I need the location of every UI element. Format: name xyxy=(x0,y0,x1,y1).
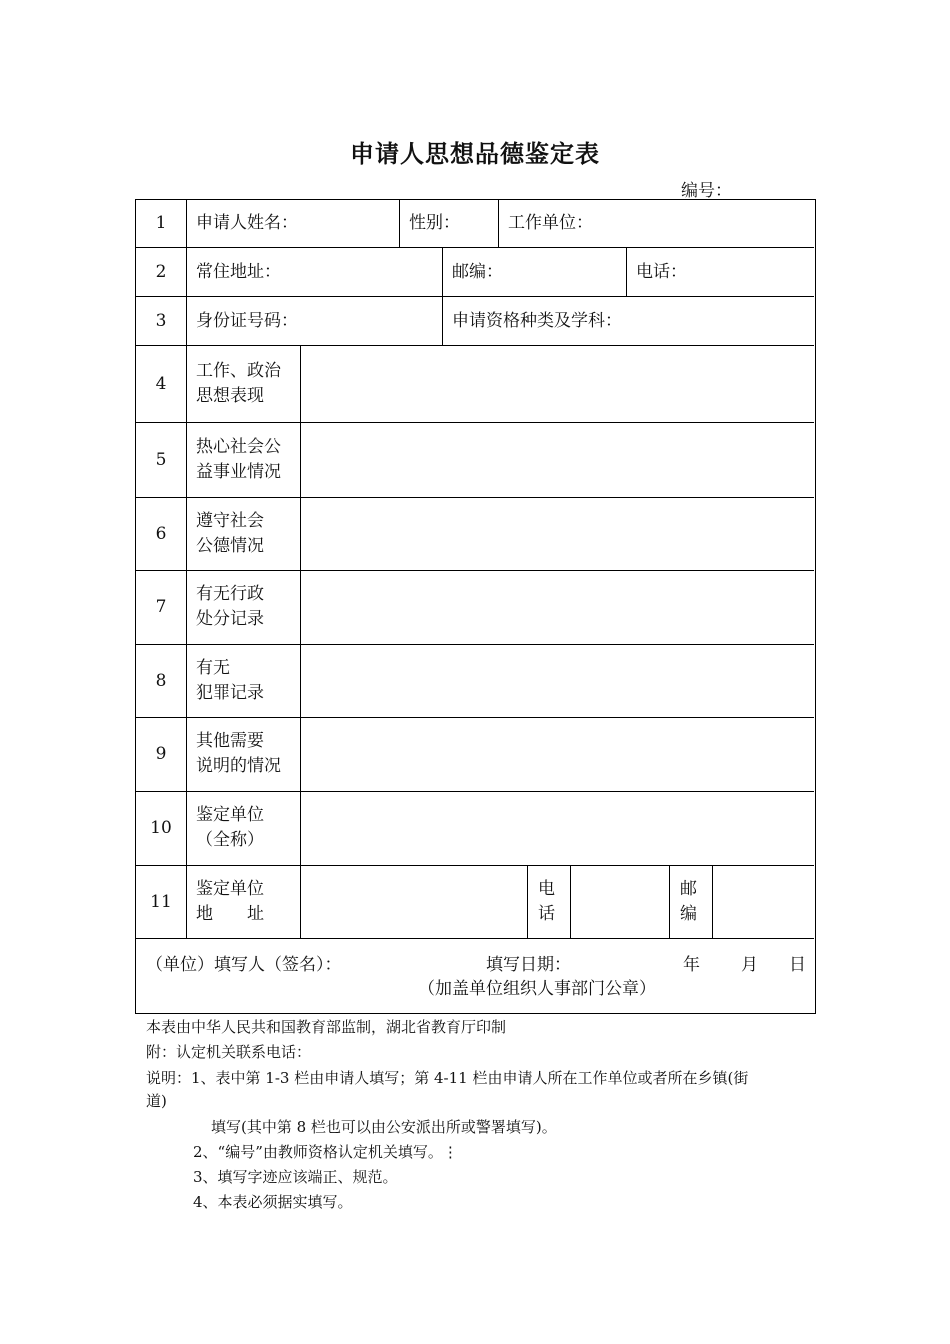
row-divider xyxy=(136,938,814,939)
serial-number-label: 编号： xyxy=(681,181,732,201)
appraisal-phone-input[interactable] xyxy=(571,866,669,938)
phone-field[interactable]: 电话： xyxy=(636,262,687,282)
contact-note: 附：认定机关联系电话： xyxy=(146,1043,312,1061)
row-number: 1 xyxy=(155,213,167,233)
instruction-1-detail: 填写(其中第 8 栏也可以由公安派出所或警署填写)。 xyxy=(211,1118,557,1136)
administrative-penalty-input[interactable] xyxy=(301,571,814,644)
column-divider xyxy=(442,248,443,296)
phone-label: 电 话 xyxy=(538,879,555,924)
qualification-field[interactable]: 申请资格种类及学科： xyxy=(452,311,622,331)
social-morality-input[interactable] xyxy=(301,498,814,570)
other-notes-input[interactable] xyxy=(301,718,814,791)
postcode-label: 邮 编 xyxy=(680,879,697,924)
row-label: 有无 犯罪记录 xyxy=(196,658,264,703)
appraisal-postcode-input[interactable] xyxy=(713,866,814,938)
instruction-4: 4、本表必须据实填写。 xyxy=(193,1193,353,1211)
instruction-1: 说明：1、表中第 1-3 栏由申请人填写；第 4-11 栏由申请人所在工作单位或者所在乡镇(街 xyxy=(146,1069,749,1087)
row-number: 3 xyxy=(155,311,167,331)
public-welfare-input[interactable] xyxy=(301,423,814,497)
row-label: 热心社会公 益事业情况 xyxy=(196,437,281,482)
row-number: 4 xyxy=(155,374,167,394)
instruction-3: 3、填写字迹应该端正、规范。 xyxy=(193,1168,398,1186)
applicant-name-field[interactable]: 申请人姓名： xyxy=(196,213,298,233)
row-label: 工作、政治 思想表现 xyxy=(196,361,281,406)
column-divider xyxy=(527,866,528,938)
gender-field[interactable]: 性别： xyxy=(409,213,460,233)
day-label: 日 xyxy=(789,955,806,975)
row-number: 7 xyxy=(155,597,167,617)
signer-field[interactable]: （单位）填写人（签名）： xyxy=(146,955,342,975)
row-number: 2 xyxy=(155,262,167,282)
month-label: 月 xyxy=(741,955,758,975)
row-number: 10 xyxy=(150,818,172,838)
row-number: 8 xyxy=(155,671,167,691)
row-divider xyxy=(136,247,814,248)
year-label: 年 xyxy=(683,955,700,975)
column-divider xyxy=(399,200,400,247)
workplace-field[interactable]: 工作单位： xyxy=(508,213,593,233)
instruction-2: 2、“编号”由教师资格认定机关填写。⋮ xyxy=(193,1143,458,1161)
row-divider xyxy=(136,296,814,297)
column-divider xyxy=(498,200,499,247)
address-field[interactable]: 常住地址： xyxy=(196,262,281,282)
column-divider xyxy=(442,297,443,345)
row-label: 遵守社会 公德情况 xyxy=(196,511,264,556)
form-title: 申请人思想品德鉴定表 xyxy=(350,140,600,168)
date-field[interactable]: 填写日期： xyxy=(486,955,571,975)
political-performance-input[interactable] xyxy=(301,346,814,422)
row-number: 9 xyxy=(155,744,167,764)
instruction-1-cont: 道) xyxy=(146,1092,167,1110)
postcode-field[interactable]: 邮编： xyxy=(452,262,503,282)
appraisal-address-input[interactable] xyxy=(301,866,527,938)
row-number: 6 xyxy=(155,524,167,544)
row-label: 鉴定单位 （全称） xyxy=(196,805,264,850)
column-divider xyxy=(186,200,187,938)
stamp-note: （加盖单位组织人事部门公章） xyxy=(418,979,656,999)
supervision-note: 本表由中华人民共和国教育部监制，湖北省教育厅印制 xyxy=(146,1018,507,1036)
column-divider xyxy=(626,248,627,296)
appraisal-unit-input[interactable] xyxy=(301,792,814,865)
row-number: 5 xyxy=(155,450,167,470)
column-divider xyxy=(669,866,670,938)
criminal-record-input[interactable] xyxy=(301,645,814,717)
id-number-field[interactable]: 身份证号码： xyxy=(196,311,298,331)
row-label: 鉴定单位 地 址 xyxy=(196,879,264,924)
row-label: 有无行政 处分记录 xyxy=(196,584,264,629)
row-number: 11 xyxy=(150,892,172,912)
row-label: 其他需要 说明的情况 xyxy=(196,731,281,776)
